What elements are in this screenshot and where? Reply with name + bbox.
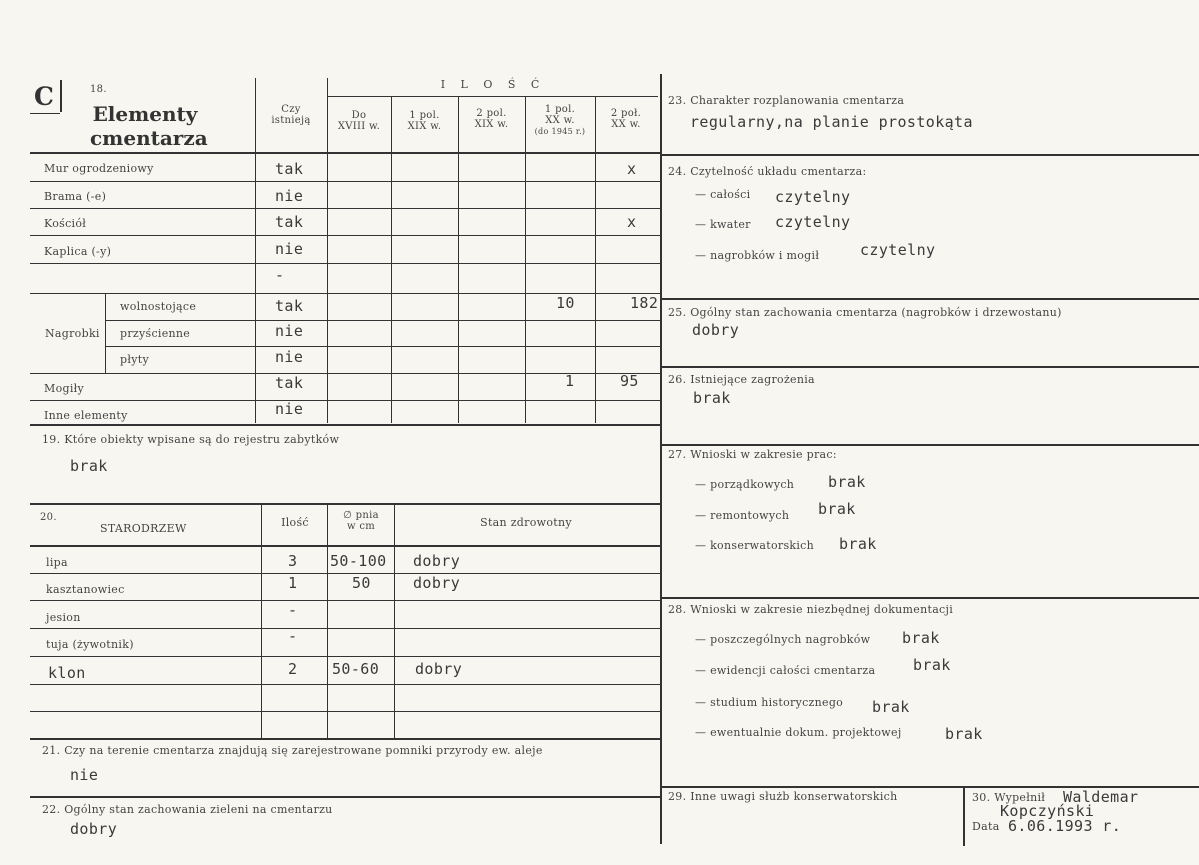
s30-number: 30.	[972, 791, 991, 804]
s27-item-label: — konserwatorskich	[695, 539, 815, 552]
col-header-line: XVIII w.	[337, 121, 381, 132]
col-header-czy	[256, 104, 326, 126]
s20-col-pnia	[328, 510, 394, 532]
s25-text: Ogólny stan zachowania cmentarza (nagrobków i drzewostanu)	[690, 306, 1062, 319]
row-label-kosciol: Kościół	[44, 217, 87, 230]
s25-value: dobry	[692, 321, 740, 339]
s20-row-name: klon	[48, 664, 86, 682]
row-label-przyscienne: przyścienne	[120, 327, 191, 340]
divider	[30, 796, 660, 798]
value-empty-row-czy: -	[275, 266, 285, 284]
divider	[30, 503, 660, 505]
s30-name-line1: Waldemar	[1063, 788, 1139, 806]
s27-number: 27.	[668, 448, 687, 461]
s22-number: 22.	[42, 803, 61, 816]
col-header-line: (do 1945 r.)	[534, 127, 586, 136]
s28-item-label: — ewidencji całości cmentarza	[695, 664, 876, 677]
divider	[963, 786, 965, 846]
s20-row-stan: dobry	[413, 552, 461, 570]
s20-row-ilosc: 3	[288, 552, 298, 570]
s19-number: 19.	[42, 433, 61, 446]
center-divider	[660, 74, 662, 844]
section-title-line1: Elementy	[92, 102, 198, 126]
value-mogily-czy: tak	[275, 374, 304, 392]
s26-number: 26.	[668, 373, 687, 386]
s20-row-stan: dobry	[413, 574, 461, 592]
divider	[30, 181, 660, 182]
s24-item-value: czytelny	[775, 213, 851, 231]
s27-item-label: — remontowych	[695, 509, 790, 522]
divider	[30, 424, 660, 426]
value-plyty-czy: nie	[275, 348, 304, 366]
s26-value: brak	[693, 389, 731, 407]
s22-text: Ogólny stan zachowania zieleni na cmentarzu	[64, 803, 333, 816]
row-label-mogily: Mogiły	[44, 382, 85, 395]
s20-col-pnia-line2: w cm	[346, 521, 376, 532]
s21-value: nie	[70, 766, 99, 784]
divider	[60, 80, 62, 112]
divider	[30, 711, 660, 712]
s26-text: Istniejące zagrożenia	[690, 373, 815, 386]
s27-label	[668, 448, 837, 461]
s20-row-pien: 50	[352, 574, 371, 592]
divider	[105, 346, 660, 347]
col-header-do-xviii	[327, 110, 391, 132]
divider	[30, 263, 660, 264]
s24-item-label: — kwater	[695, 218, 751, 231]
s20-number: 20.	[40, 512, 57, 523]
divider	[30, 738, 660, 740]
s23-value: regularny,na planie prostokąta	[690, 113, 973, 131]
s30-text: Wypełnił	[994, 791, 1046, 804]
col-header-czy-line2: istnieją	[271, 115, 311, 126]
s20-row-pien: 50-60	[332, 660, 380, 678]
divider	[30, 600, 660, 601]
col-header-line: XIX w.	[407, 121, 442, 132]
ilosc-header: I L O Ś Ć	[440, 78, 546, 91]
row-label-mur: Mur ogrodzeniowy	[44, 162, 154, 175]
s20-col-pnia-line1: ∅ pnia	[343, 510, 379, 521]
col-header-line: Do	[351, 110, 367, 121]
s29-number: 29.	[668, 790, 687, 803]
s28-label	[668, 603, 953, 616]
s30-name-line2: Kopczyński	[1000, 802, 1095, 820]
s24-item-value: czytelny	[860, 241, 936, 259]
s30-date: 6.06.1993 r.	[1008, 817, 1122, 835]
s28-item-label: — ewentualnie dokum. projektowej	[695, 726, 902, 739]
s30-data-label: Data	[972, 820, 1000, 833]
value-kosciol-czy: tak	[275, 213, 304, 231]
divider	[660, 366, 1199, 368]
s27-item-value: brak	[839, 535, 877, 553]
col-header-line: 1 pol.	[409, 110, 440, 121]
s20-row-name: lipa	[46, 556, 68, 569]
s21-label	[42, 744, 543, 757]
col-header-line: XX w.	[611, 119, 641, 130]
section-title	[90, 102, 208, 150]
section-number: 18.	[90, 84, 107, 95]
col-header-1pol-xix	[391, 110, 458, 132]
divider	[660, 444, 1199, 446]
s21-text: Czy na terenie cmentarza znajdują się zarejestrowane pomniki przyrody ew. aleje	[64, 744, 543, 757]
col-header-line: XX w.	[545, 115, 575, 126]
divider	[30, 684, 660, 685]
divider	[105, 320, 660, 321]
s20-row-name: kasztanowiec	[46, 583, 125, 596]
s28-item-value: brak	[945, 725, 983, 743]
s20-col-ilosc: Ilość	[281, 516, 309, 529]
col-header-line: XIX w.	[474, 119, 509, 130]
value-mogily-1pol20: 1	[565, 372, 575, 390]
divider	[30, 573, 660, 574]
col-header-line: 2 poł.	[610, 108, 642, 119]
divider	[327, 78, 328, 423]
s28-number: 28.	[668, 603, 687, 616]
value-wolnostojace-czy: tak	[275, 297, 304, 315]
s22-value: dobry	[70, 820, 118, 838]
s28-item-label: — studium historycznego	[695, 696, 844, 709]
row-label-kaplica: Kaplica (-y)	[44, 245, 112, 258]
s24-item-label: — całości	[695, 188, 751, 201]
s20-row-ilosc: -	[288, 601, 298, 619]
s22-label	[42, 803, 333, 816]
row-label-brama: Brama (-e)	[44, 190, 107, 203]
s24-number: 24.	[668, 165, 687, 178]
divider	[105, 293, 106, 373]
s24-label	[668, 165, 866, 178]
divider	[30, 545, 660, 547]
value-kaplica-czy: nie	[275, 240, 304, 258]
col-header-czy-line1: Czy	[281, 104, 301, 115]
divider	[255, 78, 256, 423]
s28-item-label: — poszczególnych nagrobków	[695, 633, 871, 646]
s26-label	[668, 373, 815, 386]
s23-label	[668, 94, 904, 107]
divider	[30, 152, 660, 154]
s20-row-ilosc: 2	[288, 660, 298, 678]
s29-label	[668, 790, 898, 803]
s20-row-stan: dobry	[415, 660, 463, 678]
value-mur-czy: tak	[275, 160, 304, 178]
s23-number: 23.	[668, 94, 687, 107]
s20-row-pien: 50-100	[330, 552, 387, 570]
col-header-1pol-xx	[525, 104, 595, 137]
col-header-line: 2 pol.	[476, 108, 507, 119]
divider	[30, 208, 660, 209]
divider	[327, 96, 658, 97]
divider	[660, 597, 1199, 599]
s20-row-ilosc: -	[288, 627, 298, 645]
divider	[261, 503, 262, 738]
s21-number: 21.	[42, 744, 61, 757]
divider	[30, 656, 660, 657]
value-mur-2pol20: x	[627, 160, 637, 178]
s19-text: Które obiekty wpisane są do rejestru zabytków	[64, 433, 340, 446]
row-label-plyty: płyty	[120, 353, 149, 366]
section-title-line2: cmentarza	[90, 126, 208, 150]
s20-col-stan: Stan zdrowotny	[480, 516, 572, 529]
value-wolnostojace-1pol20: 10	[556, 294, 575, 312]
s24-item-value: czytelny	[775, 188, 851, 206]
s20-title: STARODRZEW	[100, 522, 187, 535]
value-inne-czy: nie	[275, 400, 304, 418]
s20-row-ilosc: 1	[288, 574, 298, 592]
s28-item-value: brak	[872, 698, 910, 716]
divider	[30, 235, 660, 236]
s25-number: 25.	[668, 306, 687, 319]
s24-text: Czytelność układu cmentarza:	[690, 165, 867, 178]
value-wolnostojace-2pol20: 182	[630, 294, 659, 312]
value-przyscienne-czy: nie	[275, 322, 304, 340]
s27-text: Wnioski w zakresie prac:	[690, 448, 837, 461]
s27-item-label: — porządkowych	[695, 478, 795, 491]
s24-item-label: — nagrobków i mogił	[695, 249, 820, 262]
s27-item-value: brak	[828, 473, 866, 491]
section-letter: C	[34, 82, 54, 111]
divider	[660, 298, 1199, 300]
s20-row-name: tuja (żywotnik)	[46, 638, 134, 651]
s29-text: Inne uwagi służb konserwatorskich	[690, 790, 898, 803]
value-kosciol-2pol20: x	[627, 213, 637, 231]
s28-item-value: brak	[913, 656, 951, 674]
s23-text: Charakter rozplanowania cmentarza	[690, 94, 905, 107]
divider	[394, 503, 395, 738]
divider	[660, 154, 1199, 156]
col-header-2pol-xix	[458, 108, 525, 130]
col-header-2pol-xx	[595, 108, 657, 130]
s19-value: brak	[70, 457, 108, 475]
s28-text: Wnioski w zakresie niezbędnej dokumentacji	[690, 603, 954, 616]
divider	[327, 503, 328, 738]
col-header-line: 1 pol.	[544, 104, 576, 115]
s19-label	[42, 433, 339, 446]
s20-row-name: jesion	[46, 611, 81, 624]
value-mogily-2pol20: 95	[620, 372, 639, 390]
row-label-wolnostojace: wolnostojące	[120, 300, 197, 313]
s28-item-value: brak	[902, 629, 940, 647]
s25-label	[668, 306, 1062, 319]
s27-item-value: brak	[818, 500, 856, 518]
divider	[30, 400, 660, 401]
divider	[30, 628, 660, 629]
row-label-inne: Inne elementy	[44, 409, 128, 422]
value-brama-czy: nie	[275, 187, 304, 205]
nagrobki-label: Nagrobki	[45, 327, 100, 340]
divider	[30, 113, 60, 114]
